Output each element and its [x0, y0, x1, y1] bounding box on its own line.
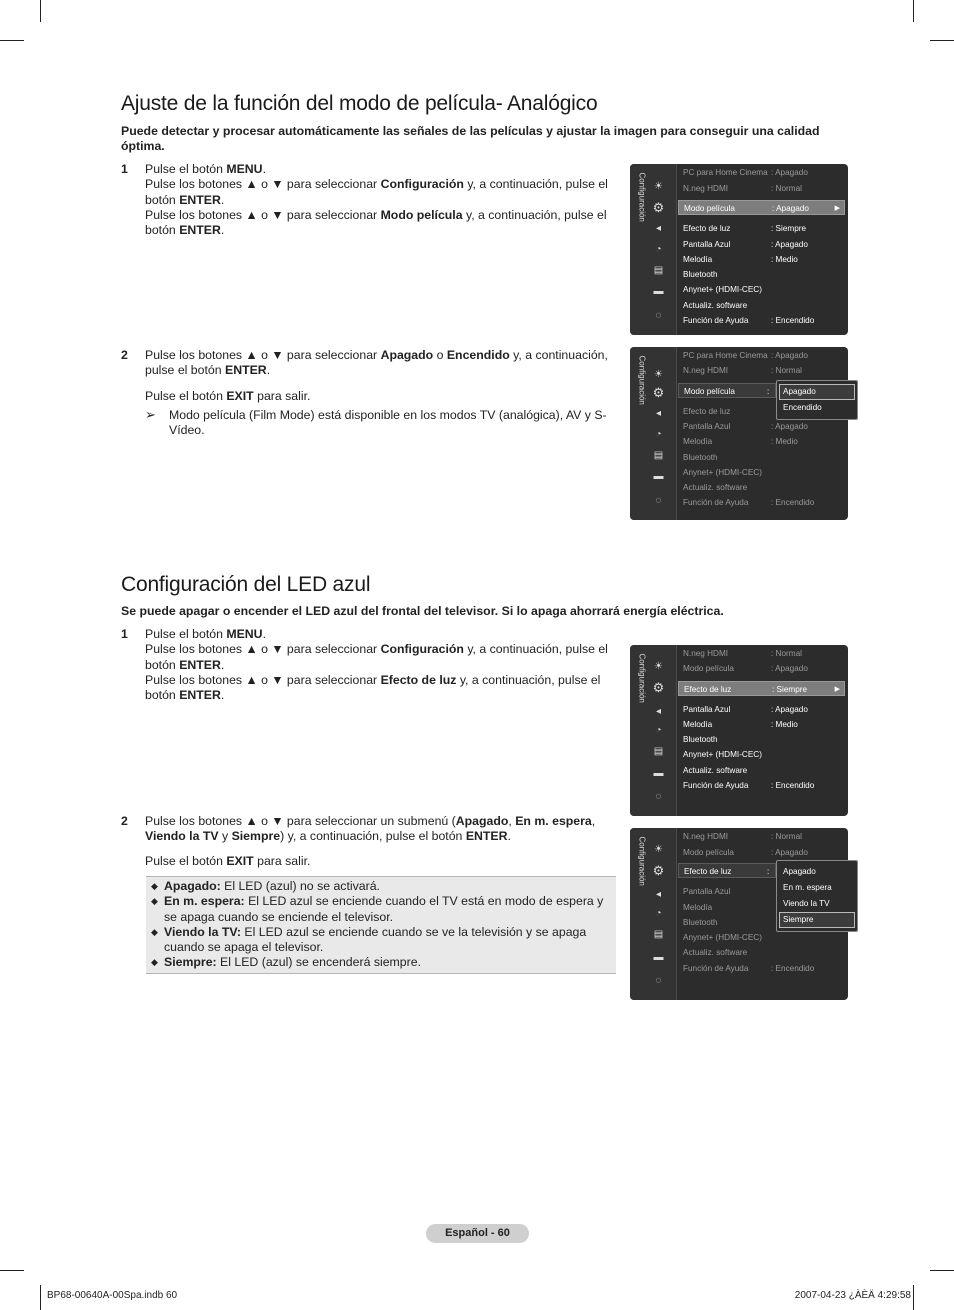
channel-icon: ◔: [655, 908, 662, 919]
osd-item[interactable]: N.neg HDMI : Normal: [683, 649, 802, 658]
osd-item[interactable]: PC para Home Cinema : Apagado: [683, 351, 808, 360]
osd-item[interactable]: N.neg HDMI : Normal: [683, 832, 802, 841]
input-icon: ▤: [653, 929, 664, 940]
application-icon: ▬: [653, 286, 664, 297]
osd-option[interactable]: En m. espera: [783, 883, 832, 892]
application-icon: ▬: [653, 952, 664, 963]
input-icon: ▤: [653, 265, 664, 276]
osd-item[interactable]: Actualiz. software: [683, 766, 748, 775]
footer-timestamp: 2007-04-23 ¿ÀÈÄ 4:29:58: [794, 1290, 911, 1301]
input-icon: ▤: [653, 450, 664, 461]
osd-item[interactable]: Melodía: [683, 903, 713, 912]
application-icon: ▬: [653, 768, 664, 779]
osd-item-selected[interactable]: Modo película : Apagado ▶: [678, 200, 845, 215]
picture-icon: ☀: [654, 369, 663, 380]
step-line: Pulse los botones ▲ o ▼ para seleccionar Modo película y, a continuación, pulse el botón ENTER.: [145, 207, 607, 238]
osd-item[interactable]: Función de Ayuda : Encendido: [683, 964, 815, 973]
osd-item[interactable]: Bluetooth: [683, 918, 718, 927]
support-icon: ◌: [655, 495, 662, 506]
osd-menu-film-mode-step1: [630, 164, 848, 335]
sound-icon: ◂: [655, 889, 662, 900]
osd-item[interactable]: Anynet+ (HDMI-CEC): [683, 750, 762, 759]
osd-sidebar-label: Configuración: [637, 355, 647, 405]
osd-item[interactable]: Melodía : Medio: [683, 255, 798, 264]
step-line: Pulse los botones ▲ o ▼ para seleccionar Apagado o Encendido y, a continuación, pulse el botón ENTER.: [145, 348, 608, 378]
settings-gear-icon: ⚙: [652, 385, 665, 400]
step-2-film-mode: [121, 348, 611, 438]
osd-item[interactable]: Efecto de luz : Siempre: [683, 224, 807, 233]
osd-item[interactable]: Función de Ayuda : Encendido: [683, 781, 815, 790]
step-number: 2: [121, 814, 128, 828]
section-title-film-mode: Ajuste de la función del modo de película- Analógico: [121, 92, 598, 115]
osd-sidebar-label: Configuración: [637, 836, 647, 886]
channel-icon: ◔: [655, 244, 662, 255]
settings-gear-icon: ⚙: [652, 200, 665, 215]
crop-mark: [40, 0, 41, 22]
bullet-diamond-icon: ◆: [151, 881, 158, 891]
step-line: Pulse los botones ▲ o ▼ para seleccionar Efecto de luz y, a continuación, pulse el botón ENTER.: [145, 672, 601, 703]
osd-sidebar: [630, 645, 677, 816]
note-arrow-icon: ➢: [145, 406, 156, 422]
step-line: Pulse el botón MENU.: [145, 627, 266, 641]
step-line: Pulse los botones ▲ o ▼ para seleccionar Configuración y, a continuación, pulse el botón ENTER.: [145, 642, 608, 672]
note: [145, 408, 611, 439]
step-2-blue-led: [121, 814, 611, 869]
settings-gear-icon: ⚙: [652, 863, 665, 878]
channel-icon: ◔: [655, 725, 662, 736]
osd-item[interactable]: Función de Ayuda : Encendido: [683, 498, 815, 507]
osd-sidebar: [630, 828, 677, 1000]
crop-mark: [40, 1285, 41, 1310]
step-line: Pulse el botón EXIT para salir.: [145, 388, 311, 403]
crop-mark: [0, 40, 24, 41]
osd-option-selected[interactable]: Siempre: [779, 912, 855, 928]
osd-item[interactable]: Bluetooth: [683, 453, 718, 462]
crop-mark: [913, 1285, 914, 1310]
step-1-blue-led: [121, 627, 611, 703]
osd-item[interactable]: Bluetooth: [683, 270, 718, 279]
osd-item[interactable]: PC para Home Cinema : Apagado: [683, 168, 808, 177]
crop-mark: [930, 1270, 954, 1271]
osd-popup-options: [776, 380, 858, 420]
osd-item[interactable]: N.neg HDMI : Normal: [683, 366, 802, 375]
section-lead-blue-led: Se puede apagar o encender el LED azul del frontal del televisor. Si lo apaga ahorrará energía eléctrica.: [121, 604, 724, 618]
osd-item[interactable]: Pantalla Azul : Apagado: [683, 240, 808, 249]
osd-item[interactable]: Actualiz. software: [683, 483, 748, 492]
osd-item[interactable]: Efecto de luz: [683, 407, 731, 416]
osd-item[interactable]: Anynet+ (HDMI-CEC): [683, 933, 762, 942]
step-line: Pulse el botón MENU.: [145, 162, 266, 176]
support-icon: ◌: [655, 975, 662, 986]
step-number: 2: [121, 348, 128, 362]
sound-icon: ◂: [655, 408, 662, 419]
note-text: Modo película (Film Mode) está disponible en los modos TV (analógica), AV y S-Vídeo.: [169, 407, 607, 438]
crop-mark: [0, 1270, 24, 1271]
osd-item[interactable]: Actualiz. software: [683, 301, 748, 310]
osd-item[interactable]: Melodía : Medio: [683, 720, 798, 729]
osd-item[interactable]: Melodía : Medio: [683, 437, 798, 446]
osd-sidebar: [630, 347, 677, 520]
bullet-diamond-icon: ◆: [151, 896, 158, 907]
osd-option[interactable]: Encendido: [783, 403, 822, 412]
led-options-list: [146, 876, 616, 974]
osd-item[interactable]: Actualiz. software: [683, 948, 748, 957]
osd-sidebar-label: Configuración: [637, 653, 647, 703]
osd-item[interactable]: N.neg HDMI : Normal: [683, 184, 802, 193]
osd-menu-led-step2: [630, 828, 848, 1000]
channel-icon: ◔: [655, 429, 662, 440]
osd-item[interactable]: Función de Ayuda : Encendido: [683, 316, 815, 325]
settings-gear-icon: ⚙: [652, 680, 665, 695]
osd-item-active[interactable]: Efecto de luz :: [678, 863, 776, 878]
section-lead-film-mode: Puede detectar y procesar automáticamente las señales de las películas y ajustar la imagen para conseguir una calidad óptima.: [121, 124, 820, 153]
osd-menu-led-step1: [630, 645, 848, 816]
bullet-diamond-icon: ◆: [151, 926, 158, 937]
sound-icon: ◂: [655, 706, 662, 717]
osd-item[interactable]: Pantalla Azul : Apagado: [683, 422, 808, 431]
step-line: Pulse el botón EXIT para salir.: [145, 853, 311, 868]
osd-popup-options: [776, 860, 858, 932]
osd-menu-film-mode-step2: [630, 347, 848, 520]
osd-item[interactable]: Anynet+ (HDMI-CEC): [683, 468, 762, 477]
osd-item[interactable]: Pantalla Azul: [683, 887, 731, 896]
step-line: Pulse los botones ▲ o ▼ para seleccionar un submenú (Apagado, En m. espera, Viendo la TV y Siempre) y, a continuación, pulse el botón ENTER.: [145, 814, 596, 844]
section-title-blue-led: Configuración del LED azul: [121, 573, 371, 596]
crop-mark: [930, 40, 954, 41]
picture-icon: ☀: [654, 844, 663, 855]
step-line: Pulse los botones ▲ o ▼ para seleccionar Configuración y, a continuación, pulse el botón ENTER.: [145, 177, 608, 207]
list-item: ◆ Apagado: El LED (azul) no se activará.: [151, 879, 380, 893]
arrow-right-icon: ▶: [834, 205, 840, 212]
osd-item[interactable]: Modo película : Apagado: [683, 848, 808, 857]
osd-item[interactable]: Anynet+ (HDMI-CEC): [683, 285, 762, 294]
list-item: ◆ Siempre: El LED (azul) se encenderá siempre.: [151, 955, 421, 970]
sound-icon: ◂: [655, 223, 662, 234]
osd-option[interactable]: Viendo la TV: [783, 899, 830, 908]
support-icon: ◌: [655, 310, 662, 321]
osd-option[interactable]: Apagado: [783, 867, 816, 876]
osd-item[interactable]: Pantalla Azul : Apagado: [683, 705, 808, 714]
step-number: 1: [121, 627, 128, 641]
picture-icon: ☀: [654, 661, 663, 672]
input-icon: ▤: [653, 746, 664, 757]
list-item: ◆ Viendo la TV: El LED azul se enciende cuando se ve la televisión y se apaga cuando se apaga el televisor.: [151, 924, 587, 955]
osd-sidebar-label: Configuración: [637, 172, 647, 222]
osd-option-selected[interactable]: Apagado: [779, 384, 855, 400]
page-number-badge: Español - 60: [426, 1224, 529, 1243]
application-icon: ▬: [653, 471, 664, 482]
bullet-diamond-icon: ◆: [151, 957, 158, 968]
crop-mark: [913, 0, 914, 22]
step-1-film-mode: [121, 162, 611, 238]
osd-item-active[interactable]: Modo película :: [678, 383, 776, 398]
osd-sidebar: [630, 164, 677, 335]
osd-item[interactable]: Bluetooth: [683, 735, 718, 744]
footer-file-name: BP68-00640A-00Spa.indb 60: [47, 1290, 178, 1301]
support-icon: ◌: [655, 791, 662, 802]
picture-icon: ☀: [654, 181, 663, 192]
osd-item-selected[interactable]: Efecto de luz : Siempre ▶: [678, 681, 845, 696]
osd-item[interactable]: Modo película : Apagado: [683, 664, 808, 673]
arrow-right-icon: ▶: [834, 686, 840, 693]
list-item: ◆ En m. espera: El LED azul se enciende cuando el TV está en modo de espera y se apaga cuando se enciende el televisor.: [151, 894, 604, 924]
step-number: 1: [121, 162, 128, 176]
